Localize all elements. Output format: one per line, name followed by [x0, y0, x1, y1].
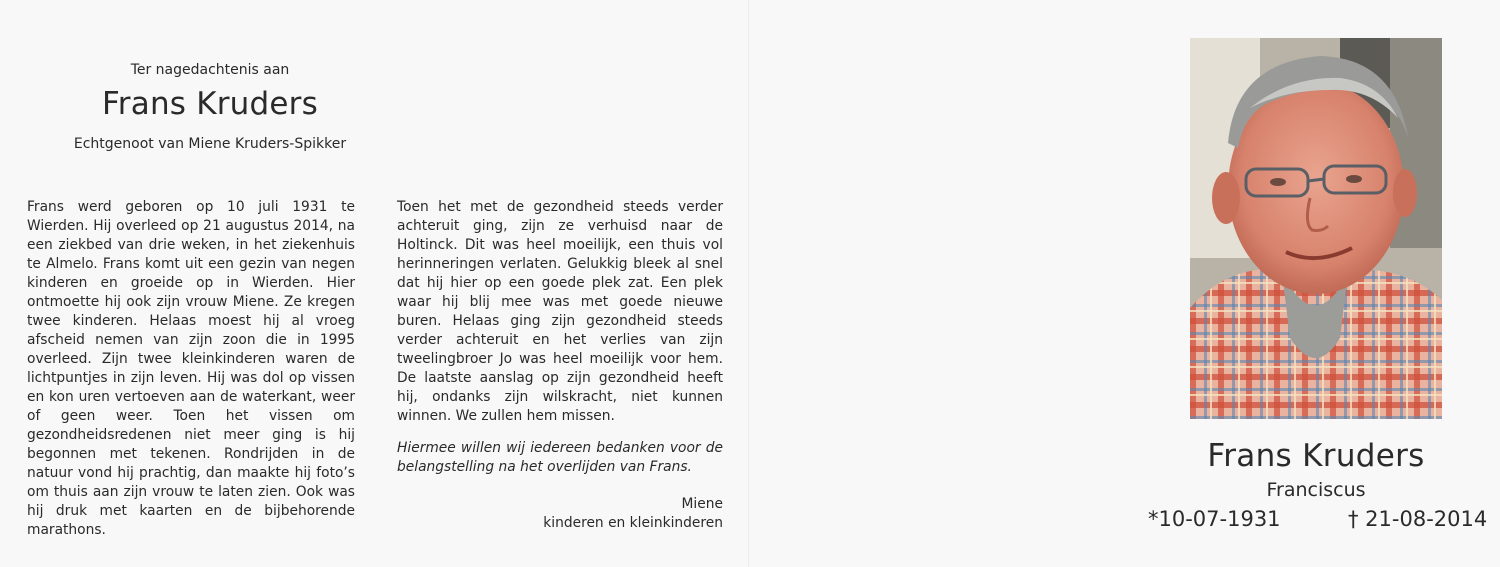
death-date: † 21-08-2014: [1348, 507, 1488, 531]
deceased-name: Frans Kruders: [102, 86, 318, 122]
thank-you-note: Hiermee willen wij iedereen bedanken voor de belangstelling na het overlijden van Frans.: [397, 440, 723, 475]
birth-date: *10-07-1931: [1148, 507, 1281, 531]
dedication-text: Ter nagedachtenis aan: [130, 62, 290, 78]
signature-block: [543, 495, 723, 533]
spouse-line: Echtgenoot van Miene Kruders-Spikker: [73, 136, 347, 152]
portrait-photo: [1190, 38, 1442, 419]
biography-paragraph-2: Toen het met de gezondheid steeds verder achteruit ging, zijn ze verhuisd naar de Holtinck. Dit was heel moeilijk, een thuis vol herinneringen verlaten. Gelukkig bleek al snel dat hij hier op een goede plek zat. Een plek waar hij blij mee was met goede nieuwe buren. Helaas ging zijn gezondheid steeds verder achteruit en het verlies van zijn tweelingbroer Jo was heel moeilijk voor hem. De laatste aanslag op zijn gezondheid heeft hij, ondanks zijn wilskracht, niet kunnen winnen. We zullen hem missen.: [397, 199, 723, 424]
dedication-block: [60, 62, 360, 152]
card-fold-line: [748, 0, 749, 567]
given-name: Franciscus: [1266, 479, 1366, 501]
portrait-illustration: [1190, 38, 1442, 419]
card-name: Frans Kruders: [1207, 438, 1425, 474]
signature-name: Miene: [681, 496, 723, 512]
biography-paragraph-1: Frans werd geboren op 10 juli 1931 te Wierden. Hij overleed op 21 augustus 2014, na een ziekbed van drie weken, in het ziekenhuis te Almelo. Frans komt uit een gezin van negen kinderen en groeide op in Wierden. Hier ontmoette hij ook zijn vrouw Miene. Ze kregen twee kinderen. Helaas moest hij al vroeg afscheid nemen van zijn zoon die in 1995 overleed. Zijn twee kleinkinderen waren de lichtpuntjes in zijn leven. Hij was dol op vissen en kon uren vertoeven aan de waterkant, weer of geen weer. Toen het vissen om gezondheidsredenen niet meer ging is hij begonnen met tekenen. Rondrijden in de natuur vond hij prachtig, dan maakte hij foto’s om thuis aan zijn vrouw te laten zien. Ook was hij druk met kaarten en de bijbehorende marathons.: [27, 199, 355, 538]
signature-family: kinderen en kleinkinderen: [543, 515, 723, 531]
